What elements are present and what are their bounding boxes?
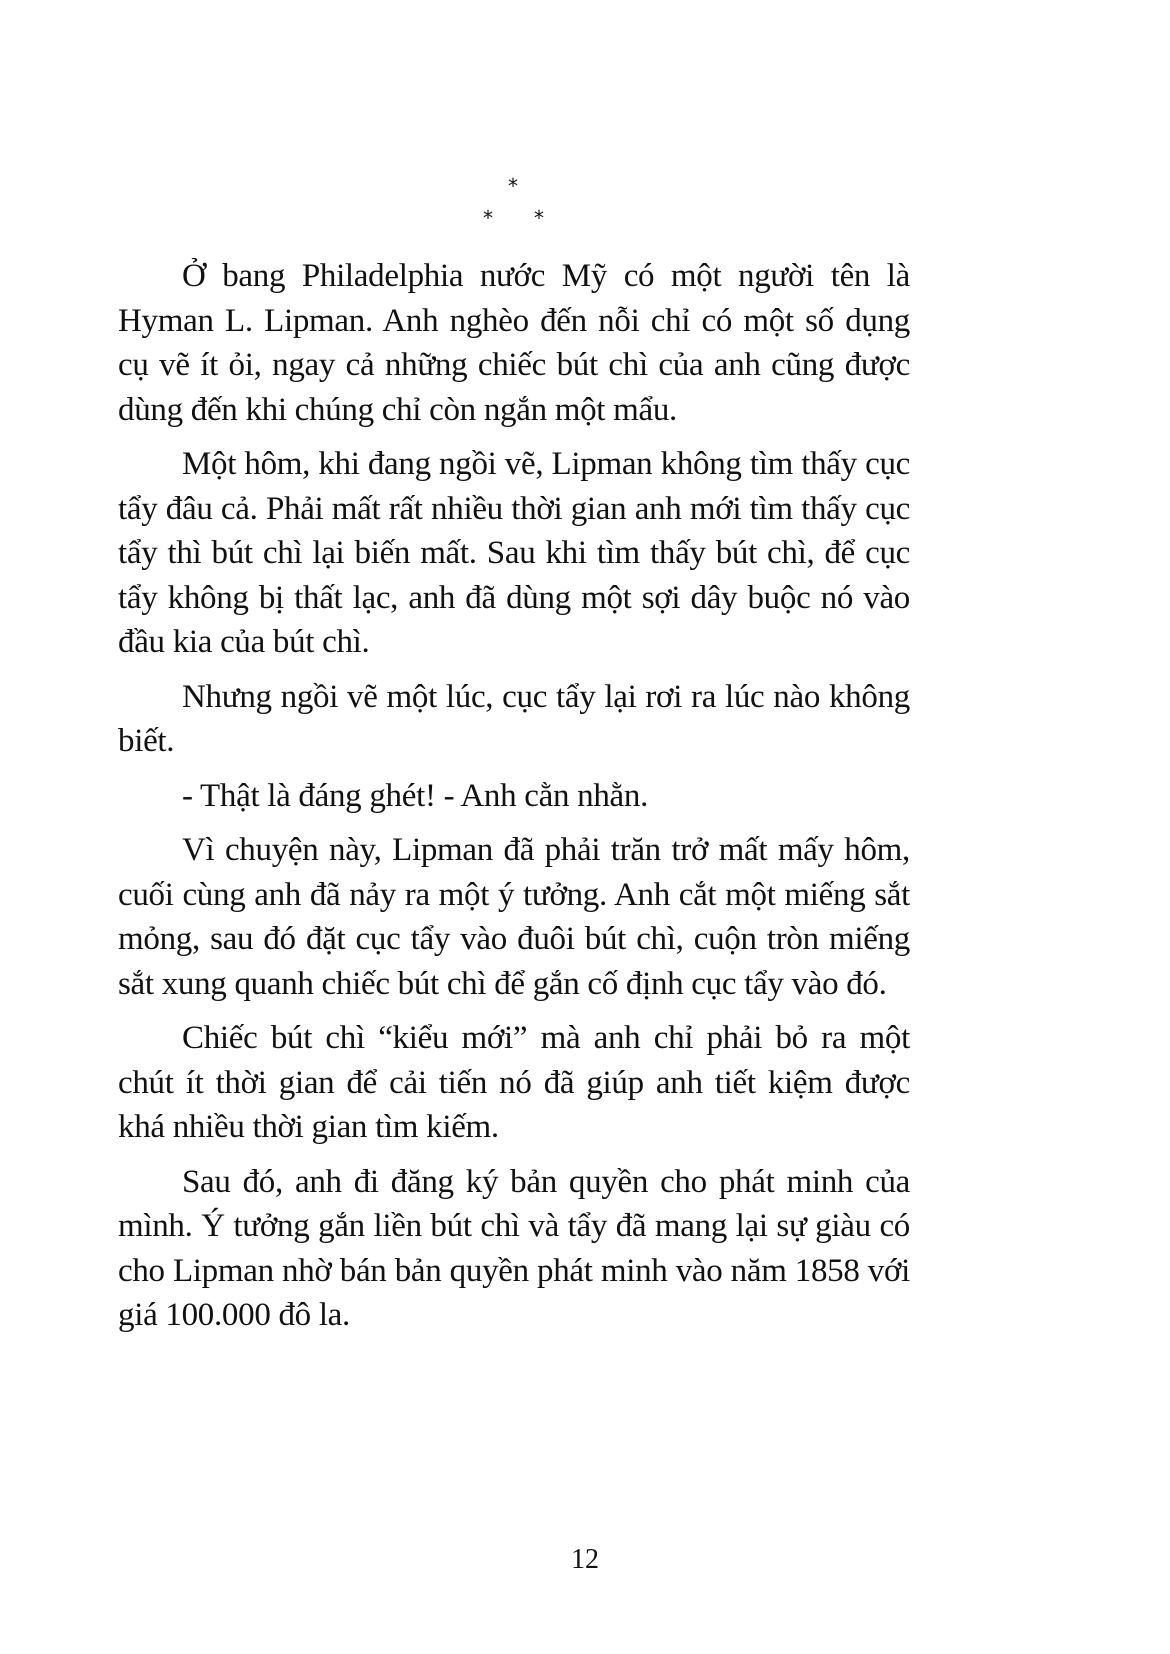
section-separator — [0, 168, 1170, 238]
paragraph: Vì chuyện này, Lipman đã phải trăn trở mất mấy hôm, cuối cùng anh đã nảy ra một ý tưởng. Anh cắt một miếng sắt mỏng, sau đó đặt cục tẩy vào đuôi bút chì, cuộn tròn miếng sắt xung quanh chiếc bút chì để gắn cố định cục tẩy vào đó. — [118, 832, 910, 1002]
story-body — [118, 254, 910, 1348]
dialogue-line: - Thật là đáng ghét! - Anh cằn nhằn. — [182, 777, 649, 814]
paragraph: Chiếc bút chì “kiểu mới” mà anh chỉ phải bỏ ra một chút ít thời gian để cải tiến nó đã giúp anh tiết kiệm được khá nhiều thời gian tìm kiếm. — [118, 1020, 910, 1145]
asterisk-icon: * — [534, 206, 544, 230]
paragraph: Một hôm, khi đang ngồi vẽ, Lipman không tìm thấy cục tẩy đâu cả. Phải mất rất nhiều thời gian anh mới tìm thấy cục tẩy thì bút chì lại biến mất. Sau khi tìm thấy bút chì, để cục tẩy không bị thất lạc, anh đã dùng một sợi dây buộc nó vào đầu kia của bút chì. — [118, 446, 910, 660]
page-number: 12 — [571, 1544, 599, 1575]
paragraph: Ở bang Philadelphia nước Mỹ có một người tên là Hyman L. Lipman. Anh nghèo đến nỗi chỉ có một số dụng cụ vẽ ít ỏi, ngay cả những chiếc bút chì của anh cũng được dùng đến khi chúng chỉ còn ngắn một mẩu. — [118, 258, 910, 428]
paragraph: Nhưng ngồi vẽ một lúc, cục tẩy lại rơi ra lúc nào không biết. — [118, 678, 910, 759]
asterisk-icon: * — [483, 206, 493, 230]
asterisk-icon: * — [508, 174, 518, 198]
paragraph: Sau đó, anh đi đăng ký bản quyền cho phát minh của mình. Ý tưởng gắn liền bút chì và tẩy đã mang lại sự giàu có cho Lipman nhờ bán bản quyền phát minh vào năm 1858 với giá 100.000 đô la. — [118, 1163, 910, 1333]
